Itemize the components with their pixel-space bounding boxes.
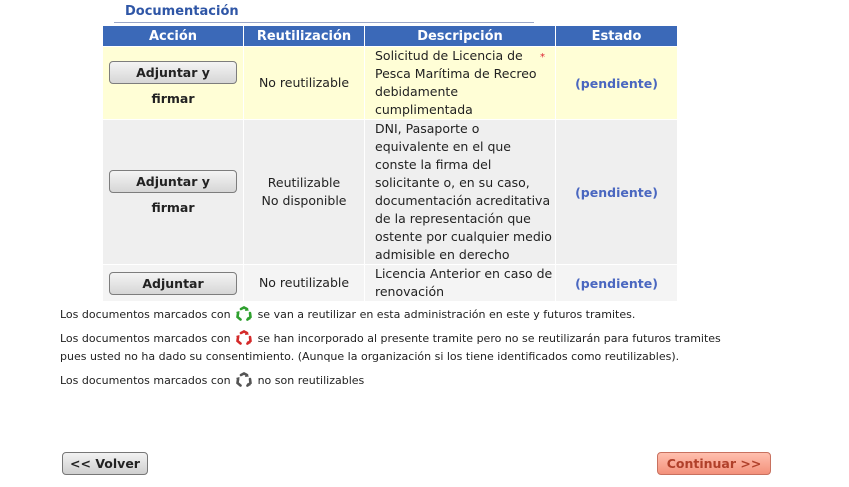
status-pending: (pendiente)	[575, 275, 658, 291]
description-line: solicitante o, en su caso,	[375, 175, 530, 190]
legend-gray-text: no son reutilizables	[257, 374, 365, 387]
description-line: Pesca Marítima de Recreo	[375, 66, 537, 81]
status-cell	[556, 47, 678, 120]
description-line: equivalente en el que	[375, 139, 511, 154]
back-button[interactable]: << Volver	[62, 452, 148, 475]
documents-table	[102, 25, 678, 302]
description-line: cumplimentada	[375, 102, 473, 117]
action-cell	[103, 120, 244, 265]
legend-red-continued	[60, 350, 679, 364]
table-header-row	[103, 26, 678, 47]
legend-green	[60, 306, 635, 322]
description-line: de la representación que	[375, 211, 531, 226]
legend-red-text-2: pues usted no ha dado su consentimiento. (Aunque la organización si los tiene identificados como reutilizables).	[60, 350, 680, 363]
description-line: renovación	[375, 284, 445, 299]
description-line: conste la firma del	[375, 157, 492, 172]
recycle-red-icon	[235, 330, 253, 346]
description-line: ostente por cualquier medio	[375, 229, 552, 244]
status-pending: (pendiente)	[575, 184, 658, 200]
recycle-gray-icon	[235, 372, 253, 388]
reuse-status: Reutilizable	[267, 175, 341, 190]
action-cell	[103, 265, 244, 302]
header-estado: Estado	[556, 26, 678, 47]
legend-red-text: se han incorporado al presente tramite pero no se reutilizarán para futuros tramites	[257, 332, 721, 345]
description-line: Licencia Anterior en caso de	[375, 266, 553, 281]
legend-prefix: Los documentos marcados con	[60, 308, 231, 321]
legend-red	[60, 330, 721, 346]
legend-prefix: Los documentos marcados con	[60, 374, 231, 387]
description-cell	[365, 265, 556, 302]
reuse-availability: No disponible	[261, 193, 347, 208]
description-line: Solicitud de Licencia de	[375, 48, 523, 63]
reuse-status: No reutilizable	[258, 75, 350, 90]
attach-sign-button[interactable]: Adjuntar y	[109, 170, 237, 193]
action-cell	[103, 47, 244, 120]
header-descripcion: Descripción	[365, 26, 556, 47]
legend-prefix: Los documentos marcados con	[60, 332, 231, 345]
status-cell	[556, 265, 678, 302]
description-line: DNI, Pasaporte o	[375, 121, 480, 136]
description-line: admisible en derecho	[375, 247, 510, 262]
description-line: debidamente	[375, 84, 459, 99]
reuse-cell	[244, 120, 365, 265]
description-line: documentación acreditativa	[375, 193, 551, 208]
recycle-green-icon	[235, 306, 253, 322]
attach-sign-sublabel: firmar	[151, 199, 195, 215]
reuse-cell	[244, 47, 365, 120]
reuse-status: No reutilizable	[258, 275, 350, 290]
legend-gray	[60, 372, 364, 388]
status-cell	[556, 120, 678, 265]
attach-sign-sublabel: firmar	[151, 90, 195, 106]
description-cell	[365, 120, 556, 265]
attach-sign-button[interactable]: Adjuntar y	[109, 61, 237, 84]
header-reutilizacion: Reutilización	[244, 26, 365, 47]
reuse-cell	[244, 265, 365, 302]
legend-green-text: se van a reutilizar en esta administración en este y futuros tramites.	[257, 308, 636, 321]
required-mark: *	[540, 52, 545, 63]
status-pending: (pendiente)	[575, 75, 658, 91]
table-row	[103, 265, 678, 302]
continue-button[interactable]: Continuar >>	[657, 452, 771, 475]
section-title: Documentación	[114, 3, 534, 23]
header-accion: Acción	[103, 26, 244, 47]
table-row	[103, 47, 678, 120]
description-cell	[365, 47, 556, 120]
attach-button[interactable]: Adjuntar	[109, 272, 237, 295]
table-row	[103, 120, 678, 265]
